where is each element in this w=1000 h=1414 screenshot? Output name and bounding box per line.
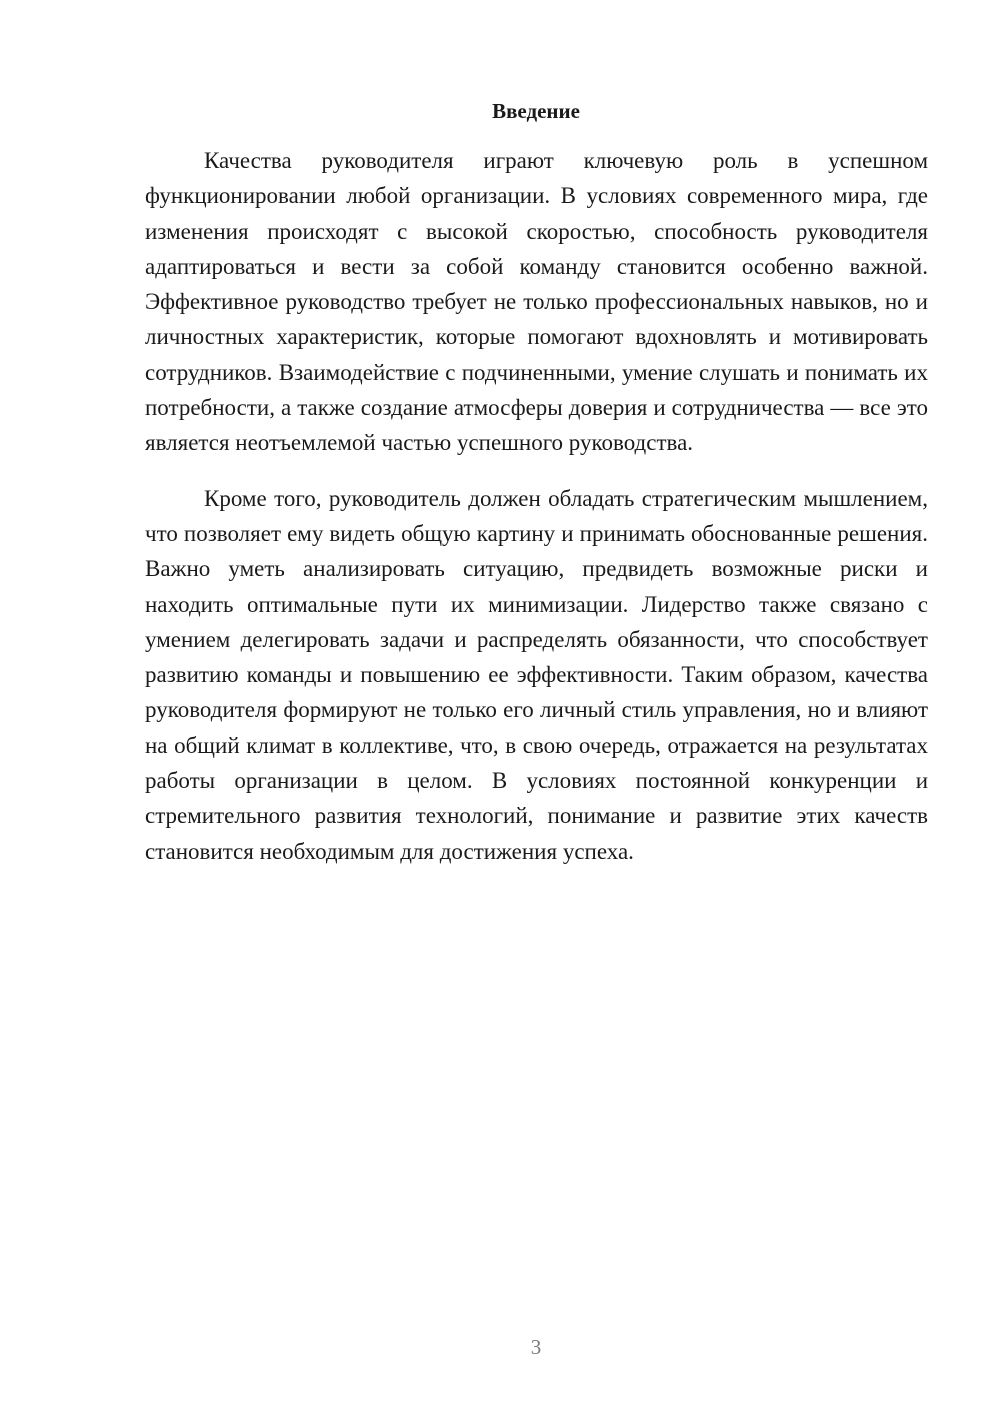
page-number: 3 <box>530 1335 542 1359</box>
body-text <box>145 143 928 869</box>
paragraph: Кроме того, руководитель должен обладать стратегическим мышлением, что позволяет ему видеть общую картину и принимать обоснованные решения. Важно уметь анализировать ситуацию, предвидеть возможные риски и находить оптимальные пути их минимизации. Лидерство также связано с умением делегировать задачи и распределять обязанности, что способствует развитию команды и повышению ее эффективности. Таким образом, качества руководителя формируют не только его личный стиль управления, но и влияют на общий климат в коллективе, что, в свою очередь, отражается на результатах работы организации в целом. В условиях постоянной конкуренции и стремительного развития технологий, понимание и развитие этих качеств становится необходимым для достижения успеха. <box>145 485 928 864</box>
section-heading: Введение <box>492 99 580 123</box>
paragraph: Качества руководителя играют ключевую роль в успешном функционировании любой организации. В условиях современного мира, где изменения происходят с высокой скоростью, способность руководителя адаптироваться и вести за собой команду становится особенно важной. Эффективное руководство требует не только профессиональных навыков, но и личностных характеристик, которые помогают вдохновлять и мотивировать сотрудников. Взаимодействие с подчиненными, умение слушать и понимать их потребности, а также создание атмосферы доверия и сотрудничества — все это является неотъемлемой частью успешного руководства. <box>145 148 928 456</box>
